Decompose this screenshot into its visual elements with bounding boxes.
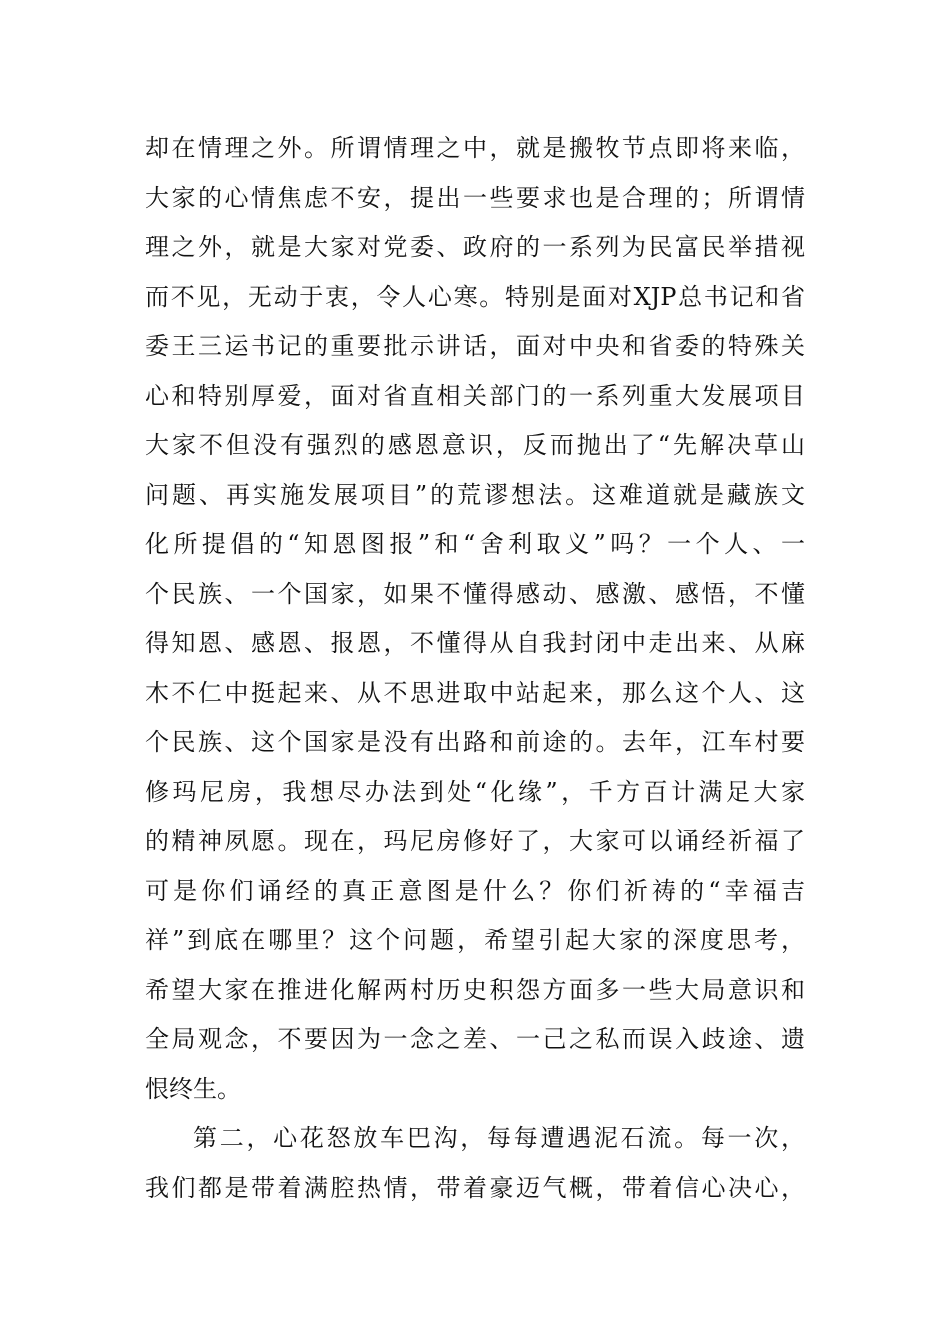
text-line: 希望大家在推进化解两村历史积怨方面多一些大局意识和 (145, 975, 805, 1004)
text-line: 木不仁中挺起来、从不思进取中站起来，那么这个人、这 (145, 678, 805, 707)
text-line: 得知恩、感恩、报恩，不懂得从自我封闭中走出来、从麻 (145, 629, 805, 657)
text-line: 全局观念，不要因为一念之差、一己之私而误入歧途、遗 (145, 1025, 805, 1053)
text-line: 心和特别厚爱，面对省直相关部门的一系列重大发展项目 (145, 381, 805, 410)
text-line: 个民族、这个国家是没有出路和前途的。去年，江车村要 (145, 728, 805, 756)
text-line: 化所提倡的“知恩图报”和“舍利取义”吗？一个人、一 (145, 530, 805, 558)
text-line: 大家的心情焦虑不安，提出一些要求也是合理的；所谓情 (145, 183, 805, 212)
text-line: 我们都是带着满腔热情，带着豪迈气概，带着信心决心， (145, 1173, 805, 1202)
text-line: 祥”到底在哪里？这个问题，希望引起大家的深度思考， (145, 926, 805, 954)
text-line: 理之外，就是大家对党委、政府的一系列为民富民举措视 (145, 233, 805, 261)
text-line: 个民族、一个国家，如果不懂得感动、感激、感悟，不懂 (145, 579, 805, 608)
text-line: 可是你们诵经的真正意图是什么？你们祈祷的“幸福吉 (145, 876, 805, 905)
text-line: 修玛尼房，我想尽办法到处“化缘”，千方百计满足大家 (145, 777, 805, 806)
text-line: 的精神夙愿。现在，玛尼房修好了，大家可以诵经祈福了 (145, 827, 805, 855)
text-line: 而不见，无动于衷，令人心寒。特别是面对XJP总书记和省 (145, 282, 805, 311)
body-text (145, 124, 805, 1213)
paragraph-start-line: 第二，心花怒放车巴沟，每每遭遇泥石流。每一次， (193, 1124, 805, 1152)
text-line: 大家不但没有强烈的感恩意识，反而抛出了“先解决草山 (145, 431, 805, 459)
text-line: 问题、再实施发展项目”的荒谬想法。这难道就是藏族文 (145, 480, 805, 509)
text-line: 却在情理之外。所谓情理之中，就是搬牧节点即将来临， (145, 134, 805, 162)
text-line-paragraph-end: 恨终生。 (145, 1074, 241, 1103)
text-line: 委王三运书记的重要批示讲话，面对中央和省委的特殊关 (145, 332, 805, 360)
